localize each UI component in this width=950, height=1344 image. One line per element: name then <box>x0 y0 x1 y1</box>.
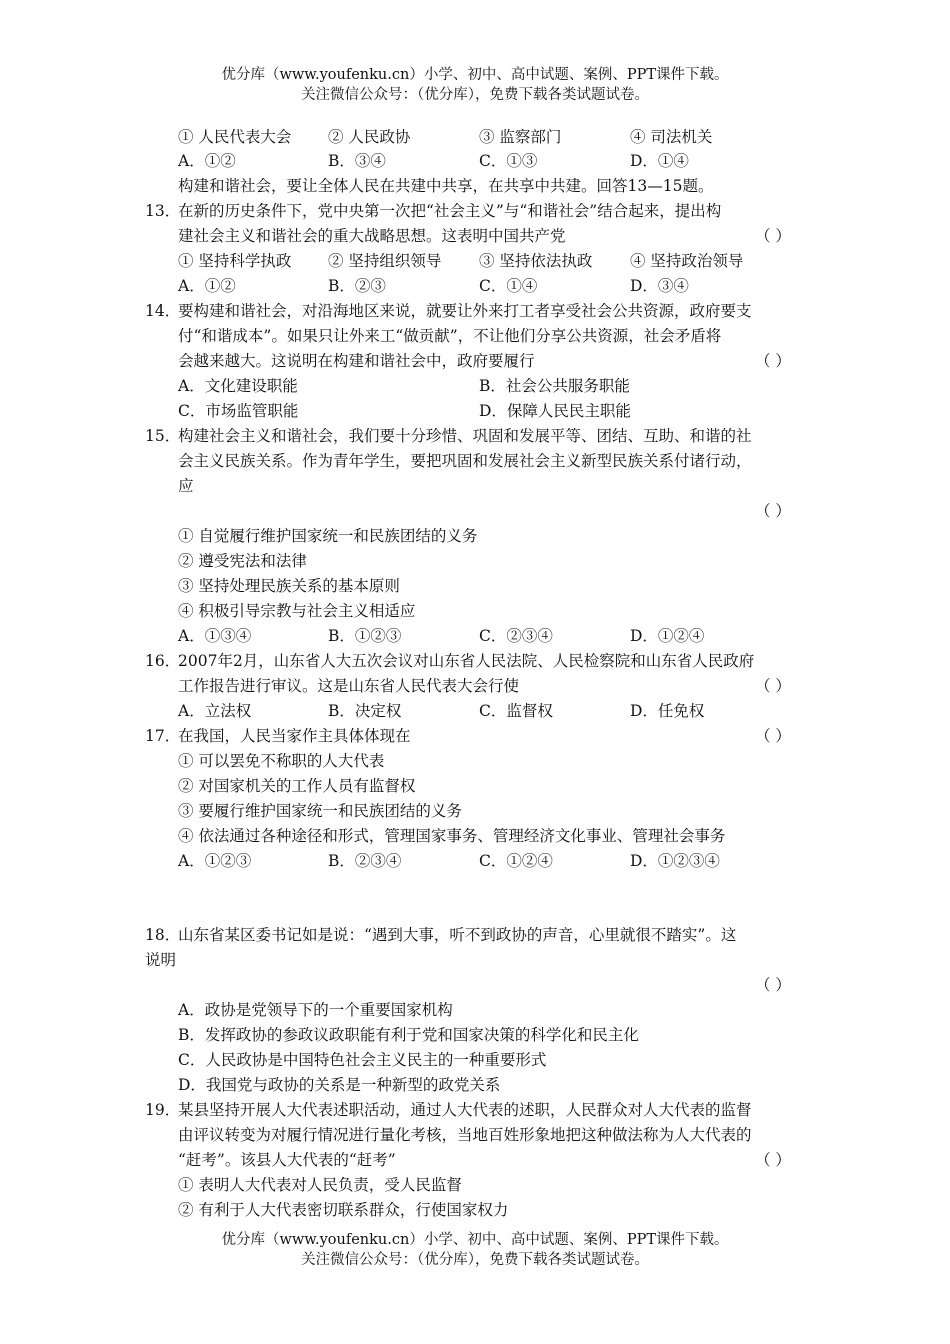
option-a: A．文化建设职能 <box>178 377 298 395</box>
option-c: C．人民政协是中国特色社会主义民主的一种重要形式 <box>178 1051 547 1069</box>
option-d: D．③④ <box>630 277 689 295</box>
choice-item: ① 坚持科学执政 <box>178 252 292 270</box>
option-c: C．①②④ <box>479 852 553 870</box>
question-text: 会主义民族关系。作为青年学生，要把巩固和发展社会主义新型民族关系付诸行动， <box>178 452 752 470</box>
question-text: 在新的历史条件下，党中央第一次把“社会主义”与“和谐社会”结合起来，提出构 <box>178 202 722 220</box>
choice-item: ④ 积极引导宗教与社会主义相适应 <box>178 602 416 620</box>
choice-item: ④ 坚持政治领导 <box>630 252 744 270</box>
option-a: A．立法权 <box>178 702 252 720</box>
question-text: 某县坚持开展人大代表述职活动，通过人大代表的述职，人民群众对人大代表的监督 <box>178 1101 752 1119</box>
question-number: 18． <box>145 926 181 944</box>
option-a: A．政协是党领导下的一个重要国家机构 <box>178 1001 453 1019</box>
question-text: 山东省某区委书记如是说：“遇到大事，听不到政协的声音，心里就很不踏实”。这 <box>178 926 737 944</box>
section-intro: 构建和谐社会，要让全体人民在共建中共享，在共享中共建。回答13—15题。 <box>178 177 714 195</box>
option-b: B．社会公共服务职能 <box>479 377 630 395</box>
question-text: 工作报告进行审议。这是山东省人民代表大会行使 <box>178 677 520 695</box>
option-c: C．①④ <box>479 277 538 295</box>
option-d: D．任免权 <box>630 702 705 720</box>
question-text: 会越来越大。这说明在构建和谐社会中，政府要履行 <box>178 352 535 370</box>
choice-item: ③ 要履行维护国家统一和民族团结的义务 <box>178 802 462 820</box>
choice-item: ② 坚持组织领导 <box>328 252 442 270</box>
question-number: 16． <box>145 652 181 670</box>
answer-bracket: （ ） <box>755 1151 791 1169</box>
answer-bracket: （ ） <box>755 677 791 695</box>
option-a: A．①② <box>178 152 236 170</box>
question-number: 15． <box>145 427 181 445</box>
question-number: 19． <box>145 1101 181 1119</box>
answer-bracket: （ ） <box>755 727 791 745</box>
question-text: 由评议转变为对履行情况进行量化考核，当地百姓形象地把这种做法称为人大代表的 <box>178 1126 752 1144</box>
option-d: D．①②④ <box>630 627 705 645</box>
option-b: B．决定权 <box>328 702 402 720</box>
answer-bracket: （ ） <box>755 502 791 520</box>
option-b: B．②③ <box>328 277 386 295</box>
option-c: C．监督权 <box>479 702 553 720</box>
option-a: A．①②③ <box>178 852 252 870</box>
question-text: 构建社会主义和谐社会，我们要十分珍惜、巩固和发展平等、团结、互助、和谐的社 <box>178 427 752 445</box>
question-text: “赶考”。该县人大代表的“赶考” <box>178 1151 396 1169</box>
choice-item: ① 可以罢免不称职的人大代表 <box>178 752 385 770</box>
question-number: 17． <box>145 727 181 745</box>
option-c: C．①③ <box>479 152 538 170</box>
option-b: B．①②③ <box>328 627 402 645</box>
choice-item: ① 表明人大代表对人民负责，受人民监督 <box>178 1176 462 1194</box>
footer-line-1: 优分库（www.youfenku.cn）小学、初中、高中试题、案例、PPT课件下载。 <box>221 1232 729 1248</box>
option-a: A．①③④ <box>178 627 252 645</box>
choice-item: ① 自觉履行维护国家统一和民族团结的义务 <box>178 527 478 545</box>
choice-item: ① 人民代表大会 <box>178 128 292 146</box>
question-number: 14． <box>145 302 181 320</box>
option-d: D．我国党与政协的关系是一种新型的政党关系 <box>178 1076 501 1094</box>
option-c: C．②③④ <box>479 627 553 645</box>
option-d: D．①②③④ <box>630 852 720 870</box>
question-number: 13． <box>145 202 181 220</box>
choice-item: ② 对国家机关的工作人员有监督权 <box>178 777 416 795</box>
choice-item: ② 人民政协 <box>328 128 411 146</box>
question-text: 应 <box>178 477 194 495</box>
choice-item: ③ 坚持依法执政 <box>479 252 593 270</box>
header-line-1: 优分库（www.youfenku.cn）小学、初中、高中试题、案例、PPT课件下载。 <box>221 67 729 83</box>
option-b: B．③④ <box>328 152 386 170</box>
choice-item: ② 有利于人大代表密切联系群众，行使国家权力 <box>178 1201 509 1219</box>
option-b: B．②③④ <box>328 852 402 870</box>
choice-item: ④ 司法机关 <box>630 128 713 146</box>
question-text: 在我国，人民当家作主具体体现在 <box>178 727 411 745</box>
option-d: D．①④ <box>630 152 689 170</box>
answer-bracket: （ ） <box>755 227 791 245</box>
question-text: 要构建和谐社会，对沿海地区来说，就要让外来打工者享受社会公共资源，政府要支 <box>178 302 752 320</box>
question-text: 付“和谐成本”。如果只让外来工“做贡献”，不让他们分享公共资源，社会矛盾将 <box>178 327 722 345</box>
option-d: D．保障人民民主职能 <box>479 402 631 420</box>
footer-line-2: 关注微信公众号：（优分库），免费下载各类试题试卷。 <box>301 1252 649 1268</box>
answer-bracket: （ ） <box>755 352 791 370</box>
question-text: 2007年2月，山东省人大五次会议对山东省人民法院、人民检察院和山东省人民政府 <box>178 652 755 670</box>
choice-item: ③ 坚持处理民族关系的基本原则 <box>178 577 400 595</box>
question-text: 说明 <box>145 951 177 969</box>
option-a: A．①② <box>178 277 236 295</box>
option-b: B．发挥政协的参政议政职能有利于党和国家决策的科学化和民主化 <box>178 1026 639 1044</box>
choice-item: ④ 依法通过各种途径和形式，管理国家事务、管理经济文化事业、管理社会事务 <box>178 827 726 845</box>
header-line-2: 关注微信公众号：（优分库），免费下载各类试题试卷。 <box>301 87 649 103</box>
answer-bracket: （ ） <box>755 976 791 994</box>
choice-item: ② 遵受宪法和法律 <box>178 552 307 570</box>
option-c: C．市场监管职能 <box>178 402 299 420</box>
choice-item: ③ 监察部门 <box>479 128 562 146</box>
question-text: 建社会主义和谐社会的重大战略思想。这表明中国共产党 <box>178 227 566 245</box>
